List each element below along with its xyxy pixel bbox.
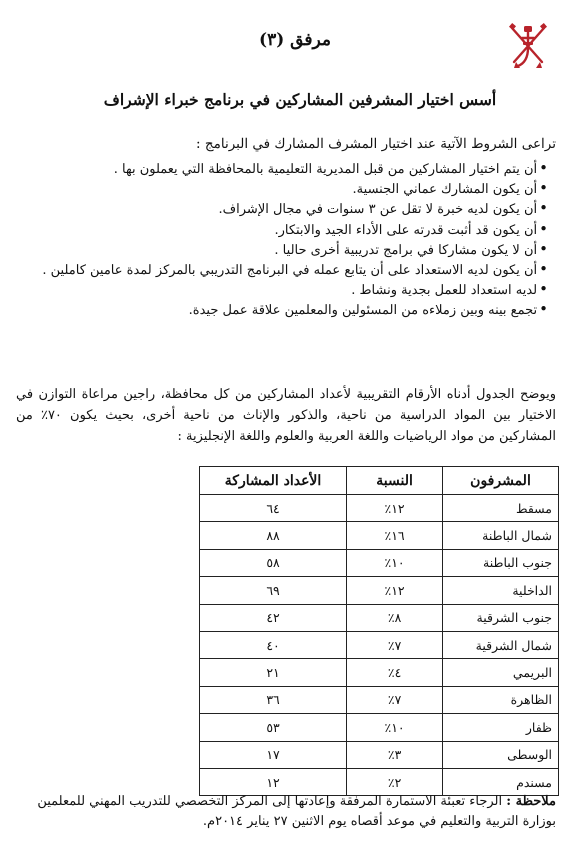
list-item: •أن يكون المشارك عماني الجنسية. bbox=[352, 179, 548, 198]
table-row bbox=[200, 604, 559, 631]
list-item: •أن يكون لديه خبرة لا تقل عن ٣ سنوات في مجال الإشراف. bbox=[218, 199, 548, 218]
cell-governorate: الداخلية bbox=[443, 577, 559, 604]
cell-count: ٨٨ bbox=[200, 522, 347, 549]
cell-count: ٤٢ bbox=[200, 604, 347, 631]
cell-percent: ١٠٪ bbox=[347, 714, 443, 741]
cell-percent: ٨٪ bbox=[347, 604, 443, 631]
cell-governorate: ظفار bbox=[443, 714, 559, 741]
list-item: •أن يكون قد أثبت قدرته على الأداء الجيد والابتكار. bbox=[274, 219, 548, 238]
cell-count: ٣٦ bbox=[200, 686, 347, 713]
header-governorate: المشرفون bbox=[443, 467, 559, 495]
cell-percent: ٧٪ bbox=[347, 631, 443, 658]
table-row bbox=[200, 495, 559, 522]
bullet-icon: • bbox=[539, 259, 548, 278]
cell-count: ٢١ bbox=[200, 659, 347, 686]
table-row bbox=[200, 549, 559, 576]
list-item: •أن لا يكون مشاركا في برامج تدريبية أخرى حاليا . bbox=[274, 239, 548, 258]
bullet-icon: • bbox=[539, 199, 548, 218]
table-row bbox=[200, 631, 559, 658]
cell-governorate: شمال الشرقية bbox=[443, 631, 559, 658]
page-title: أسس اختيار المشرفين المشاركين في برنامج خبراء الإشراف bbox=[103, 90, 497, 109]
table-row bbox=[200, 741, 559, 768]
cell-governorate: مسندم bbox=[443, 768, 559, 795]
bullet-icon: • bbox=[539, 219, 548, 238]
table-row bbox=[200, 714, 559, 741]
cell-count: ١٧ bbox=[200, 741, 347, 768]
list-item: •أن يكون لديه الاستعداد على أن يتابع عمله في البرنامج التدريبي بالمركز لمدة عامين كاملين . bbox=[42, 259, 548, 278]
cell-governorate: مسقط bbox=[443, 495, 559, 522]
list-item: •لديه استعداد للعمل بجدية ونشاط . bbox=[351, 280, 548, 299]
table-row bbox=[200, 659, 559, 686]
cell-percent: ١٢٪ bbox=[347, 577, 443, 604]
table-row bbox=[200, 686, 559, 713]
cell-percent: ٧٪ bbox=[347, 686, 443, 713]
cell-percent: ١٢٪ bbox=[347, 495, 443, 522]
note-block bbox=[16, 792, 556, 832]
cell-count: ١٢ bbox=[200, 768, 347, 795]
note-label: ملاحظة : bbox=[506, 794, 556, 809]
cell-governorate: جنوب الشرقية bbox=[443, 604, 559, 631]
cell-percent: ١٠٪ bbox=[347, 549, 443, 576]
table-header-row bbox=[200, 467, 559, 495]
intro-text: تراعى الشروط الآتية عند اختيار المشرف المشارك في البرنامج : bbox=[196, 136, 556, 152]
cell-count: ٤٠ bbox=[200, 631, 347, 658]
cell-governorate: البريمي bbox=[443, 659, 559, 686]
cell-count: ٦٤ bbox=[200, 495, 347, 522]
table-row bbox=[200, 577, 559, 604]
cell-percent: ٤٪ bbox=[347, 659, 443, 686]
table-row bbox=[200, 522, 559, 549]
cell-count: ٥٨ bbox=[200, 549, 347, 576]
list-item: •تجمع بينه وبين زملاءه من المسئولين والمعلمين علاقة عمل جيدة. bbox=[188, 300, 548, 319]
header-percent: النسبة bbox=[347, 467, 443, 495]
participants-table bbox=[199, 466, 559, 796]
cell-percent: ٣٪ bbox=[347, 741, 443, 768]
annex-label: مرفق (٣) bbox=[259, 30, 331, 50]
header-count: الأعداد المشاركة bbox=[200, 467, 347, 495]
cell-percent: ١٦٪ bbox=[347, 522, 443, 549]
cell-count: ٦٩ bbox=[200, 577, 347, 604]
cell-governorate: الظاهرة bbox=[443, 686, 559, 713]
bullet-icon: • bbox=[539, 300, 548, 319]
bullet-icon: • bbox=[539, 179, 548, 198]
list-item: •أن يتم اختيار المشاركين من قبل المديرية التعليمية بالمحافظة التي يعملون بها . bbox=[113, 159, 548, 177]
cell-count: ٥٣ bbox=[200, 714, 347, 741]
distribution-paragraph: ويوضح الجدول أدناه الأرقام التقريبية لأعداد المشاركين من كل محافظة، راجين مراعاة التوازن في الاختيار بين المواد الدراسية من ناحية، والذكور والإناث من ناحية أخرى، بحيث يكون ٧٠٪ من المشاركين من مواد الرياضيات واللغة العربية والعلوم واللغة الإنجليزية : bbox=[16, 387, 556, 444]
criteria-list bbox=[16, 158, 556, 320]
note-text: الرجاء تعبئة الاستمارة المرفقة وإعادتها إلى المركز التخصصي للتدريب المهني للمعلمين بوزارة التربية والتعليم في موعد أقصاه يوم الاثنين ٢٧ يناير ٢٠١٤م. bbox=[37, 794, 556, 829]
cell-governorate: الوسطى bbox=[443, 741, 559, 768]
bullet-icon: • bbox=[539, 280, 548, 299]
bullet-icon: • bbox=[539, 159, 548, 177]
cell-governorate: شمال الباطنة bbox=[443, 522, 559, 549]
bullet-icon: • bbox=[539, 239, 548, 258]
cell-governorate: جنوب الباطنة bbox=[443, 549, 559, 576]
oman-emblem-icon bbox=[506, 22, 550, 72]
cell-percent: ٢٪ bbox=[347, 768, 443, 795]
